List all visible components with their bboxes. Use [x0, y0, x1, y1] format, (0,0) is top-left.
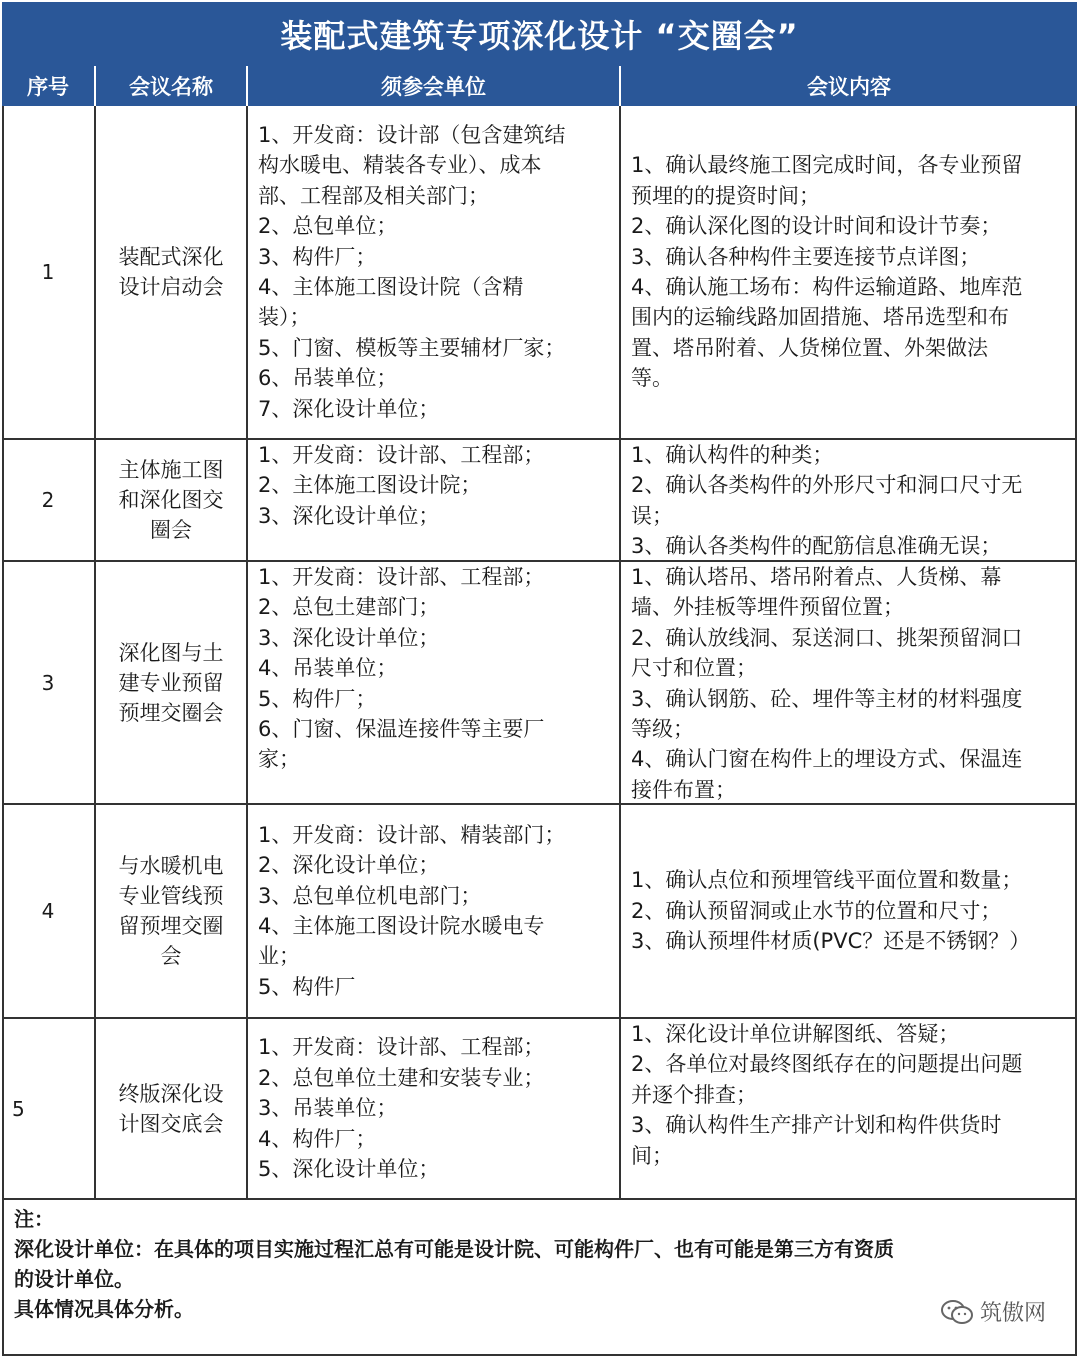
participant-line: 1、开发商：设计部、工程部； — [258, 1035, 545, 1060]
participants-cell — [248, 106, 621, 438]
participant-line: 3、总包单位机电部门； — [258, 883, 482, 908]
participant-line: 3、构件厂； — [258, 244, 377, 269]
header-content: 会议内容 — [807, 75, 891, 99]
meeting-name-line: 会 — [160, 944, 182, 968]
content-line: 等级； — [631, 717, 694, 742]
participants-cell — [248, 805, 621, 1017]
footnote-line: 注： — [14, 1207, 54, 1231]
meeting-name-line: 圈会 — [150, 518, 192, 542]
wechat-icon — [940, 1299, 974, 1325]
content-line: 等。 — [631, 366, 673, 391]
content-line: 2、确认预留洞或止水节的位置和尺寸； — [631, 898, 1002, 923]
content-line: 2、各单位对最终图纸存在的问题提出问题 — [631, 1052, 1023, 1077]
meeting-name — [96, 440, 248, 560]
participant-line: 2、总包单位土建和安装专业； — [258, 1065, 545, 1090]
meeting-name — [96, 805, 248, 1017]
footnote-line: 具体情况具体分析。 — [14, 1297, 194, 1321]
content-line: 墙、外挂板等埋件预留位置； — [631, 595, 904, 620]
participant-line: 6、吊装单位； — [258, 366, 398, 391]
content-cell — [621, 106, 1073, 438]
content-cell — [621, 805, 1073, 1017]
row-number: 4 — [2, 805, 96, 1017]
row-number: 2 — [2, 440, 96, 560]
participant-line: 1、开发商：设计部、工程部； — [258, 565, 545, 589]
participants-cell — [248, 562, 621, 803]
header-units: 须参会单位 — [248, 66, 621, 106]
participant-line: 4、主体施工图设计院（含精 — [258, 275, 524, 299]
content-line: 2、确认各类构件的外形尺寸和洞口尺寸无 — [631, 473, 1023, 498]
meeting-name-line: 预埋交圈会 — [118, 700, 224, 725]
content-line: 2、确认放线洞、泵送洞口、挑架预留洞口 — [631, 625, 1023, 650]
meeting-name-line: 专业管线预 — [118, 884, 224, 908]
meeting-name-line: 设计启动会 — [118, 275, 224, 299]
participant-line: 4、吊装单位； — [258, 656, 398, 681]
content-line: 4、确认施工场布：构件运输道路、地库范 — [631, 275, 1023, 299]
content-line: 接件布置； — [631, 777, 736, 802]
table-row — [2, 106, 1077, 440]
participants-cell — [248, 1019, 621, 1198]
participant-line: 装）； — [258, 305, 311, 330]
content-cell — [621, 1019, 1073, 1198]
content-line: 1、确认塔吊、塔吊附着点、人货梯、幕 — [631, 565, 1002, 589]
header-num: 序号 — [2, 66, 96, 106]
meeting-name-line: 和深化图交 — [118, 488, 224, 512]
footnote-line: 的设计单位。 — [14, 1267, 134, 1291]
table-title — [2, 2, 1077, 66]
table-row — [2, 805, 1077, 1019]
participant-line: 2、总包土建部门； — [258, 595, 440, 620]
meeting-name-line: 计图交底会 — [118, 1111, 224, 1136]
content-line: 3、确认各种构件主要连接节点详图； — [631, 244, 981, 269]
participant-line: 5、深化设计单位； — [258, 1157, 440, 1182]
row-number: 3 — [2, 562, 96, 803]
participant-line: 1、开发商：设计部、精装部门； — [258, 822, 566, 847]
header-name: 会议名称 — [96, 66, 248, 106]
meeting-name-line: 建专业预留 — [118, 670, 224, 695]
table-row — [2, 440, 1077, 562]
content-line: 1、深化设计单位讲解图纸、答疑； — [631, 1022, 960, 1046]
participants-cell — [248, 440, 621, 560]
row-number: 5 — [2, 1019, 96, 1198]
meeting-name-line: 装配式深化 — [118, 245, 224, 269]
footnote — [2, 1200, 1077, 1356]
participant-line: 1、开发商：设计部、工程部； — [258, 443, 545, 467]
participant-line: 家； — [258, 747, 300, 772]
participant-line: 5、门窗、模板等主要辅材厂家； — [258, 335, 566, 360]
content-line: 3、确认钢筋、砼、埋件等主材的材料强度 — [631, 686, 1023, 711]
meeting-name-line: 与水暖机电 — [118, 854, 224, 878]
header-row — [2, 66, 1077, 106]
participant-line: 业； — [258, 944, 300, 969]
participant-line: 4、构件厂； — [258, 1126, 377, 1151]
row-number: 1 — [2, 106, 96, 438]
participant-line: 4、主体施工图设计院水暖电专 — [258, 914, 545, 938]
participant-line: 2、总包单位； — [258, 214, 398, 239]
source-watermark — [940, 1296, 1046, 1327]
content-line: 置、塔吊附着、人货梯位置、外架做法 — [631, 335, 988, 360]
meeting-name-line: 终版深化设 — [118, 1081, 224, 1106]
table-row — [2, 1019, 1077, 1200]
meeting-name — [96, 106, 248, 438]
content-line: 并逐个排查； — [631, 1082, 757, 1107]
content-line: 3、确认预埋件材质(PVC？还是不锈钢？） — [631, 929, 1031, 954]
table-row — [2, 562, 1077, 805]
meeting-name-line: 留预埋交圈 — [118, 914, 224, 938]
footnote-line: 深化设计单位：在具体的项目实施过程汇总有可能是设计院、可能构件厂、也有可能是第三方有资质 — [14, 1237, 894, 1261]
participant-line: 2、主体施工图设计院； — [258, 473, 482, 498]
participant-line: 5、构件厂； — [258, 686, 377, 711]
participant-line: 3、吊装单位； — [258, 1096, 398, 1121]
participant-line: 构水暖电、精装各专业）、成本 — [258, 153, 542, 178]
content-cell — [621, 440, 1073, 560]
content-line: 预埋的的提资时间； — [631, 183, 820, 208]
meeting-name-line: 深化图与土 — [118, 640, 224, 665]
participant-line: 3、深化设计单位； — [258, 625, 440, 650]
content-line: 4、确认门窗在构件上的埋设方式、保温连 — [631, 747, 1023, 772]
content-line: 围内的运输线路加固措施、塔吊选型和布 — [631, 305, 1009, 330]
content-cell — [621, 562, 1073, 803]
participant-line: 部、工程部及相关部门； — [258, 183, 489, 208]
content-line: 1、确认点位和预埋管线平面位置和数量； — [631, 868, 1023, 893]
meeting-name — [96, 562, 248, 803]
content-line: 间； — [631, 1143, 673, 1168]
title-text: 装配式建筑专项深化设计 “交圈会” — [280, 17, 799, 55]
participant-line: 7、深化设计单位； — [258, 396, 440, 421]
content-line: 3、确认各类构件的配筋信息准确无误； — [631, 534, 1002, 559]
participant-line: 2、深化设计单位； — [258, 853, 440, 878]
participant-line: 3、深化设计单位； — [258, 503, 440, 528]
content-line: 尺寸和位置； — [631, 656, 757, 681]
participant-line: 1、开发商：设计部（包含建筑结 — [258, 122, 566, 147]
content-line: 3、确认构件生产排产计划和构件供货时 — [631, 1113, 1002, 1138]
content-line: 2、确认深化图的设计时间和设计节奏； — [631, 214, 1002, 239]
content-line: 1、确认最终施工图完成时间，各专业预留 — [631, 153, 1023, 178]
participant-line: 6、门窗、保温连接件等主要厂 — [258, 717, 545, 742]
content-line: 误； — [631, 503, 673, 528]
meeting-name-line: 主体施工图 — [118, 458, 224, 482]
participant-line: 5、构件厂 — [258, 974, 356, 999]
watermark-label: 筑傲网 — [979, 1301, 1046, 1326]
meeting-name — [96, 1019, 248, 1198]
content-line: 1、确认构件的种类； — [631, 443, 834, 467]
